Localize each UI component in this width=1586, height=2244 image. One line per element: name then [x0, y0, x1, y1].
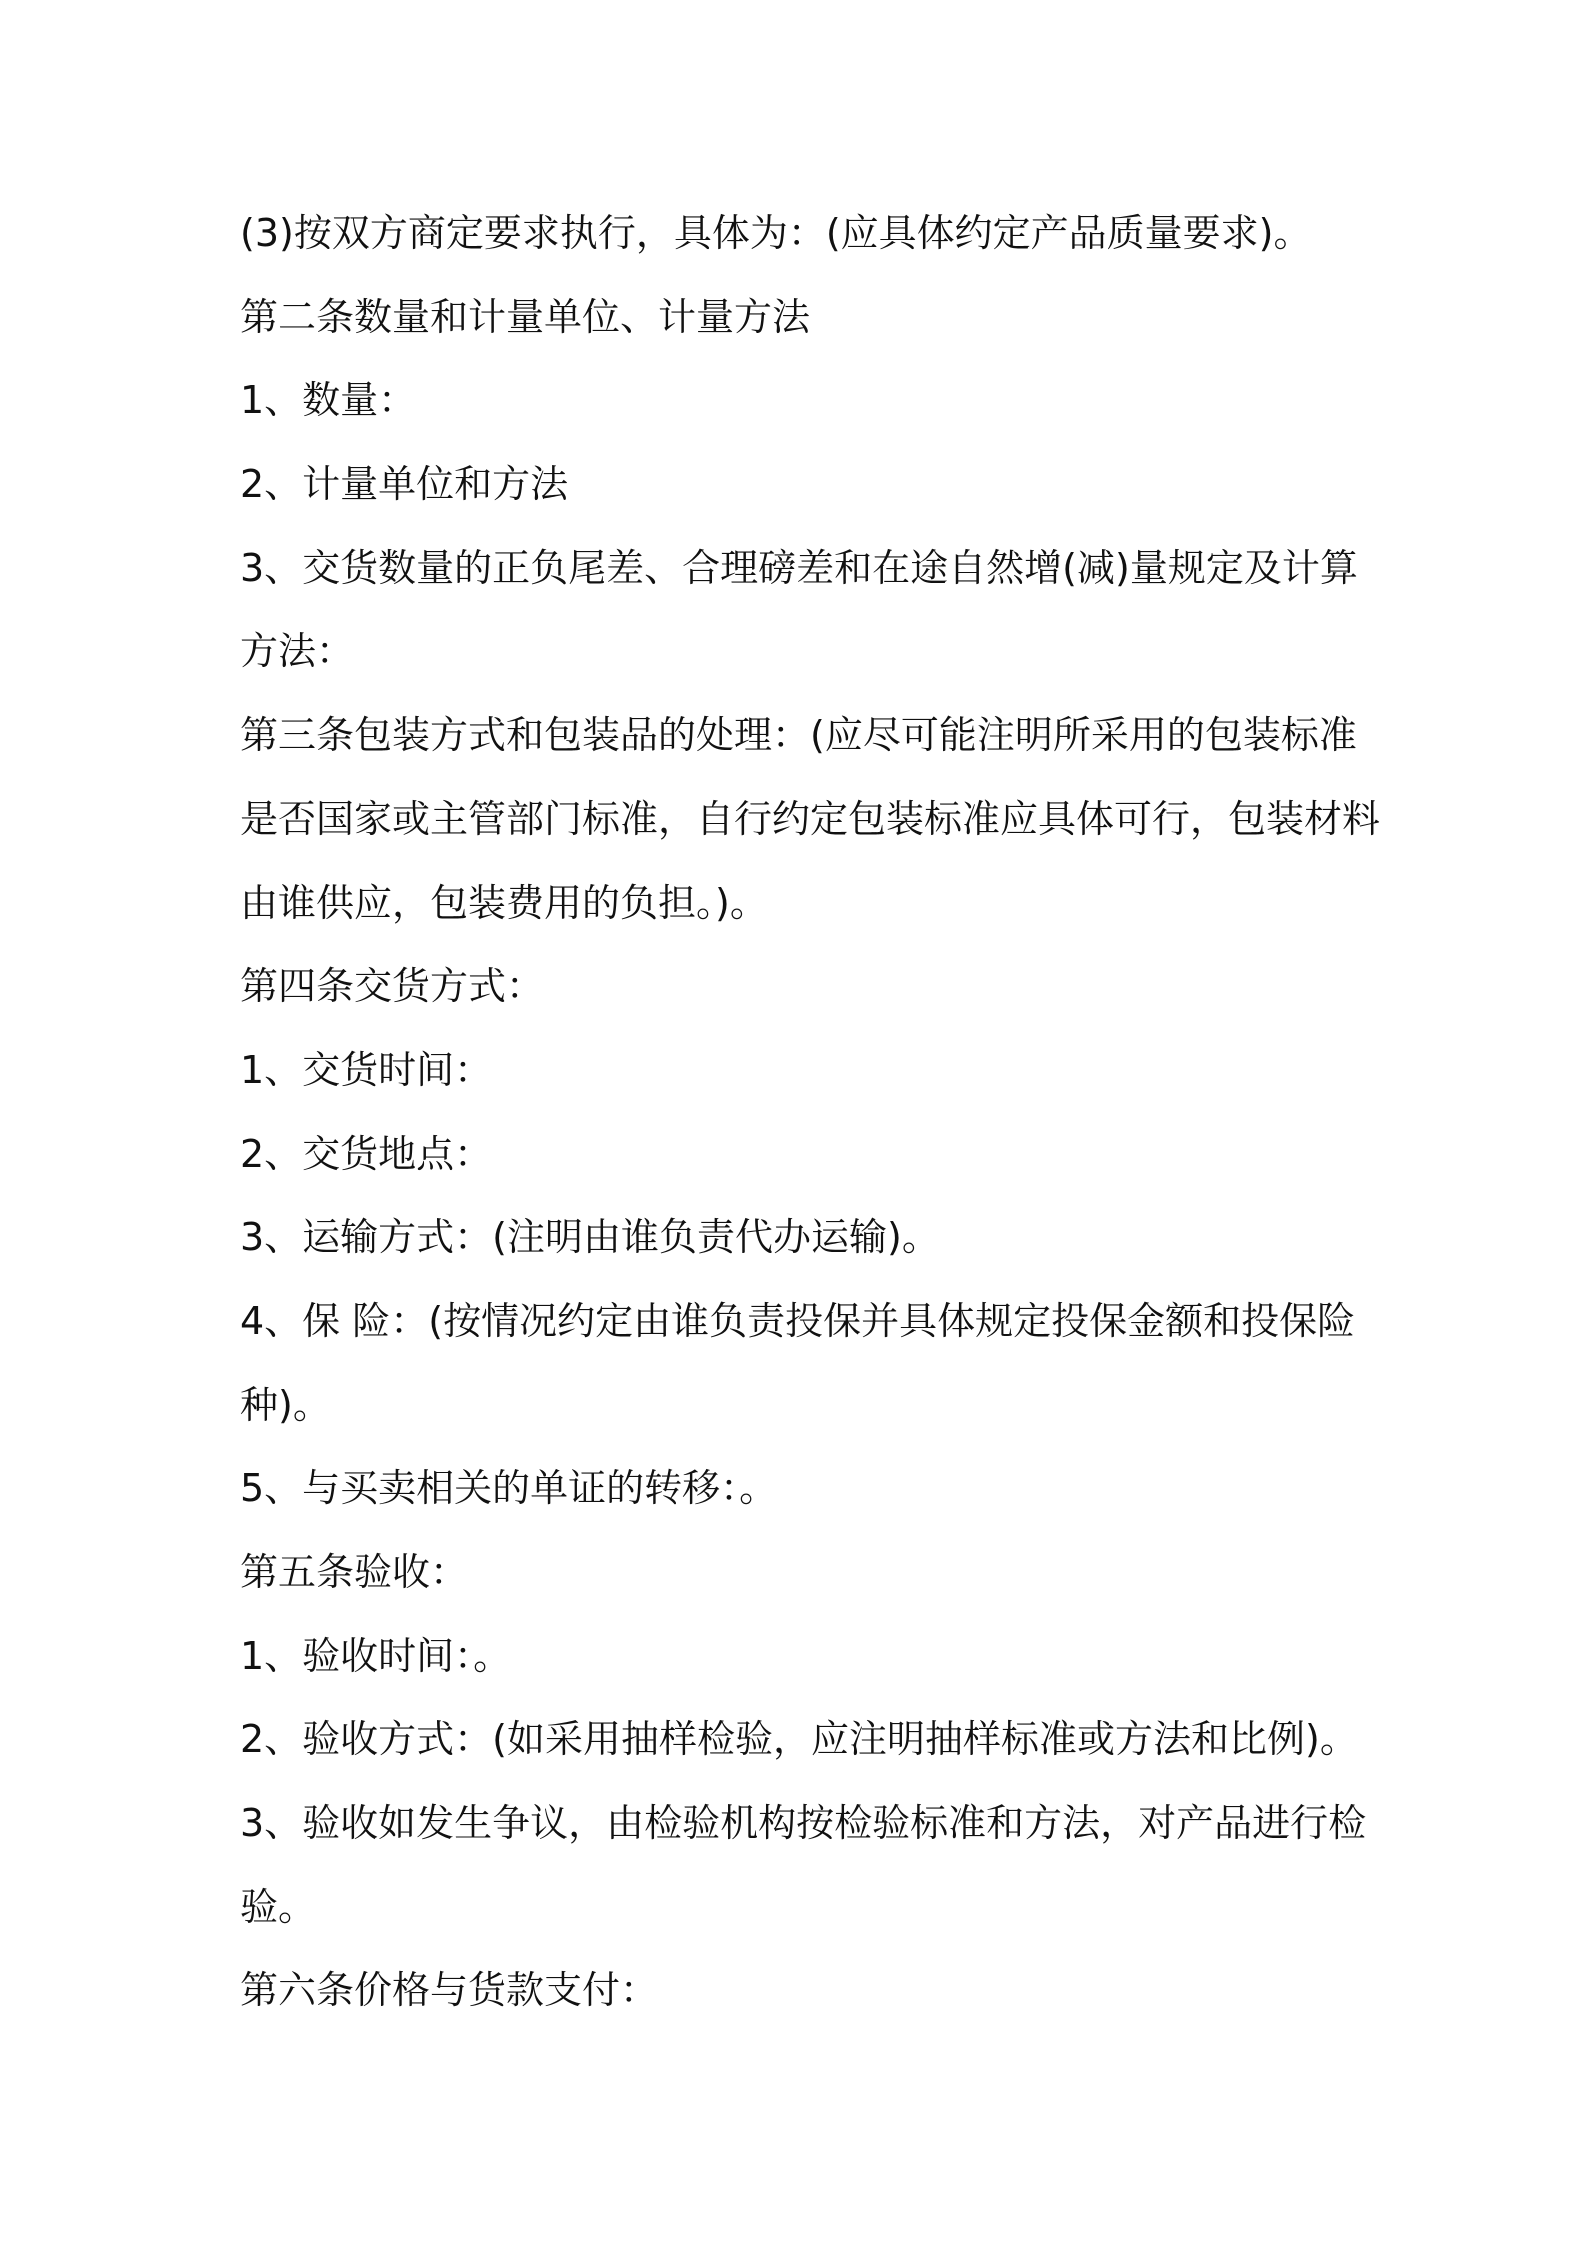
article-5-item-2: 2、验收方式：(如采用抽样检验，应注明抽样标准或方法和比例)。 — [240, 1717, 1358, 1762]
article-2-item-2: 2、计量单位和方法 — [240, 462, 569, 507]
article-5-item-3-cont: 验。 — [240, 1884, 317, 1929]
article-4-item-4: 4、保 险：(按情况约定由谁负责投保并具体规定投保金额和投保险 — [240, 1298, 1356, 1343]
article-4-item-1: 1、交货时间： — [240, 1047, 493, 1092]
article-2-heading: 第二条数量和计量单位、计量方法 — [240, 294, 811, 339]
clause-3-quality-line: (3)按双方商定要求执行，具体为：(应具体约定产品质量要求)。 — [240, 211, 1312, 255]
article-3-text: 是否国家或主管部门标准，自行约定包装标准应具体可行，包装材料 — [240, 796, 1381, 841]
article-3-heading: 第三条包装方式和包装品的处理：(应尽可能注明所采用的包装标准 — [240, 713, 1357, 758]
article-4-item-5: 5、与买卖相关的单证的转移：。 — [240, 1466, 778, 1511]
article-4-item-3: 3、运输方式：(注明由谁负责代办运输)。 — [240, 1215, 940, 1260]
article-2-item-1: 1、数量： — [240, 378, 417, 423]
document-body — [240, 192, 1381, 2033]
article-5-item-1: 1、验收时间：。 — [240, 1633, 512, 1678]
article-5-heading: 第五条验收： — [240, 1550, 469, 1594]
article-4-item-2: 2、交货地点： — [240, 1131, 493, 1176]
article-3-text-cont: 由谁供应，包装费用的负担。)。 — [240, 880, 768, 925]
article-2-item-3: 3、交货数量的正负尾差、合理磅差和在途自然增(减)量规定及计算 — [240, 545, 1358, 590]
article-2-item-3-cont: 方法： — [240, 629, 355, 674]
article-4-item-4-cont: 种)。 — [240, 1382, 331, 1427]
article-5-item-3: 3、验收如发生争议，由检验机构按检验标准和方法，对产品进行检 — [240, 1801, 1367, 1846]
article-6-heading: 第六条价格与货款支付： — [240, 1968, 659, 2013]
article-4-heading: 第四条交货方式： — [240, 964, 545, 1009]
